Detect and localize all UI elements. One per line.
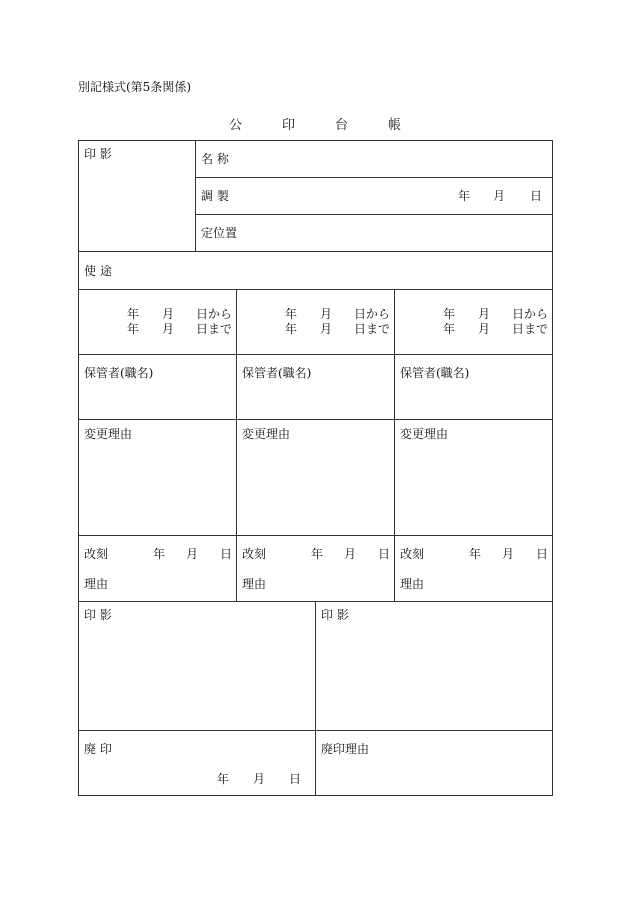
abolish-date-day: 日 [289, 772, 302, 786]
recarve-2-day: 日 [378, 547, 391, 561]
divider-bottom-col [315, 601, 316, 796]
divider-chosei-teiichi [195, 214, 552, 215]
page-title [0, 119, 630, 133]
recarve-3-year: 年 [469, 547, 482, 561]
divider-after-shito [78, 289, 552, 290]
change-reason-label-3: 変更理由 [400, 427, 449, 441]
recarve-3-month: 月 [502, 547, 515, 561]
change-reason-label-2: 変更理由 [242, 427, 291, 441]
divider-before-shito [78, 251, 552, 252]
form-number-label: 別記様式(第5条関係) [78, 80, 191, 94]
divider-henkou-kaikoku [78, 535, 552, 536]
divider-kaikoku-inei [78, 601, 552, 602]
recarve-1-year: 年 [153, 547, 166, 561]
table-border-right [552, 140, 553, 796]
period-2-from-year: 年 [285, 307, 298, 321]
period-1-from-month: 月 [162, 307, 175, 321]
recarve-label-3: 改刻 [400, 547, 425, 561]
period-1-from-day: 日から [196, 307, 233, 321]
period-2-from-month: 月 [320, 307, 333, 321]
seal-impression-label-right: 印 影 [321, 608, 349, 622]
divider-col-1 [236, 289, 237, 601]
recarve-1-month: 月 [186, 547, 199, 561]
manufacture-date-year: 年 [458, 189, 471, 203]
abolish-date-year: 年 [217, 772, 230, 786]
custodian-label-3: 保管者(職名) [400, 366, 470, 380]
seal-impression-label: 印 影 [84, 147, 112, 161]
period-2-to-day: 日まで [354, 322, 391, 336]
period-1-from-year: 年 [127, 307, 140, 321]
table-border-left [78, 140, 79, 796]
recarve-label-2: 改刻 [242, 547, 267, 561]
usage-label: 使 途 [84, 264, 112, 278]
manufacture-label: 調 製 [201, 189, 229, 203]
table-border-top [78, 140, 552, 141]
period-2-to-month: 月 [320, 322, 333, 336]
abolish-seal-label: 廃 印 [84, 742, 112, 756]
divider-period-hokansha [78, 354, 552, 355]
recarve-reason-label-3: 理由 [400, 577, 425, 591]
recarve-2-month: 月 [344, 547, 357, 561]
period-2-from-day: 日から [354, 307, 391, 321]
period-1-to-year: 年 [127, 322, 140, 336]
period-3-to-day: 日まで [512, 322, 549, 336]
custodian-label-1: 保管者(職名) [84, 366, 154, 380]
name-label: 名 称 [201, 152, 229, 166]
period-3-from-month: 月 [478, 307, 491, 321]
recarve-reason-label-1: 理由 [84, 577, 109, 591]
location-label: 定位置 [201, 226, 238, 240]
abolish-date-month: 月 [253, 772, 266, 786]
manufacture-date-month: 月 [493, 189, 506, 203]
recarve-1-day: 日 [220, 547, 233, 561]
divider-hokansha-henkou [78, 419, 552, 420]
seal-impression-label-left: 印 影 [84, 608, 112, 622]
recarve-3-day: 日 [536, 547, 549, 561]
title-char-2: 印 [281, 118, 295, 133]
period-1-to-month: 月 [162, 322, 175, 336]
change-reason-label-1: 変更理由 [84, 427, 133, 441]
manufacture-date-day: 日 [530, 189, 543, 203]
custodian-label-2: 保管者(職名) [242, 366, 312, 380]
recarve-label-1: 改刻 [84, 547, 109, 561]
divider-name-chosei [195, 177, 552, 178]
title-char-4: 帳 [388, 118, 402, 133]
recarve-reason-label-2: 理由 [242, 577, 267, 591]
period-3-to-year: 年 [443, 322, 456, 336]
table-border-bottom [78, 795, 552, 796]
divider-seal-name [195, 140, 196, 252]
period-3-from-year: 年 [443, 307, 456, 321]
recarve-2-year: 年 [311, 547, 324, 561]
period-3-to-month: 月 [478, 322, 491, 336]
title-char-1: 公 [228, 118, 242, 133]
divider-col-2 [394, 289, 395, 601]
period-1-to-day: 日まで [196, 322, 233, 336]
abolish-reason-label: 廃印理由 [321, 742, 370, 756]
title-char-3: 台 [335, 118, 349, 133]
period-3-from-day: 日から [512, 307, 549, 321]
divider-inei-haiin [78, 730, 552, 731]
period-2-to-year: 年 [285, 322, 298, 336]
